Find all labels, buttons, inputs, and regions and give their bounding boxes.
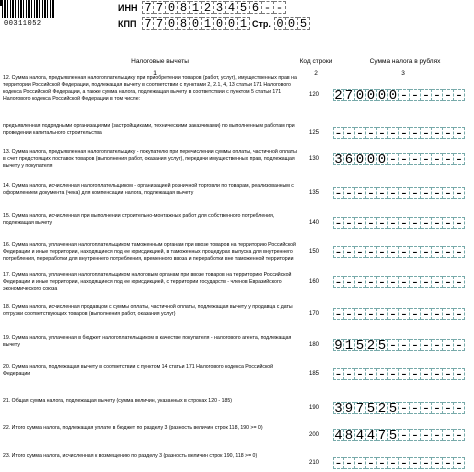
row-description: 22. Итого сумма налога, подлежащая уплате в бюджет по разделу 3 (разность величин строк 118, 190 >= 0) xyxy=(3,425,263,431)
amount-char-cell: - xyxy=(443,338,453,354)
row-code: 190 xyxy=(308,405,319,411)
amount-char-cell: 6 xyxy=(344,152,354,168)
barcode-number: 00311052 xyxy=(4,20,42,28)
amount-char-cell: - xyxy=(334,186,343,202)
amount-char-cell: 7 xyxy=(377,428,387,444)
row-description: 17. Сумма налога, уплаченная налогоплательщиком налоговым органам при ввозе товаров на территорию Российской Федерации и иные территории, находящиеся под ее юрисдикцией, с территории государств - членов Евразийского экономического союза xyxy=(3,272,292,292)
amount-char-cell: - xyxy=(410,245,420,261)
amount-char-cell: - xyxy=(344,245,354,261)
amount-char-cell: 8 xyxy=(344,428,354,444)
amount-char-cell: - xyxy=(454,456,464,472)
row-description: 18. Сумма налога, исчисленная продавцом с суммы оплаты, частичной оплаты, подлежащая вычету у продавца с даты отгрузки соответствующих товаров (выполнения работ, оказания услуг) xyxy=(3,304,293,317)
char-cell: 0 xyxy=(214,17,226,30)
amount-char-cell: - xyxy=(388,126,398,142)
amount-char-cell: - xyxy=(421,307,431,323)
amount-char-cell: - xyxy=(377,126,387,142)
amount-char-cell: - xyxy=(443,275,453,291)
amount-char-cell: - xyxy=(432,126,442,142)
amount-char-cell: - xyxy=(432,245,442,261)
amount-char-cell: 0 xyxy=(377,152,387,168)
row-description: 13. Сумма налога, предъявленная налогоплательщику - покупателю при перечислении суммы оплаты, частичной оплаты в счет предстоящих поставок товаров (выполнения работ, оказания услуг), передачи имущественных прав, подлежащая вычету у покупателя xyxy=(3,149,297,169)
amount-char-cell: - xyxy=(355,186,365,202)
barcode xyxy=(2,0,54,18)
amount-char-cell: - xyxy=(388,456,398,472)
row-code: 200 xyxy=(308,432,319,438)
row-amount-field[interactable] xyxy=(333,216,465,232)
amount-char-cell: - xyxy=(454,126,464,142)
amount-char-cell: - xyxy=(410,338,420,354)
row-amount-field[interactable] xyxy=(333,401,465,417)
char-cell: 3 xyxy=(214,1,226,14)
amount-char-cell: - xyxy=(366,367,376,383)
char-cell: - xyxy=(274,1,286,14)
amount-char-cell: - xyxy=(399,275,409,291)
row-description: 12. Сумма налога, предъявленная налогоплательщику при приобретении товаров (работ, услуг), имущественных прав на территории Российской Федерации, подлежащая вычету в соответствии с пунктами 2, 2.1, 4, 13 статьи 171 Налогового кодекса Российской Федерации, а также сумма налога, подлежащая вычету в соответствии с пунктом 5 статьи 171 Налогового кодекса Российской Федерации в том числе: xyxy=(3,75,297,102)
amount-char-cell: - xyxy=(443,216,453,232)
amount-char-cell: - xyxy=(432,401,442,417)
page-label: Стр. xyxy=(252,19,271,29)
amount-char-cell: 2 xyxy=(334,88,343,104)
amount-char-cell: - xyxy=(454,245,464,261)
char-cell: 7 xyxy=(154,1,166,14)
amount-char-cell: - xyxy=(388,216,398,232)
row-amount-field[interactable] xyxy=(333,126,465,142)
row-code: 135 xyxy=(308,190,319,196)
amount-char-cell: - xyxy=(355,245,365,261)
column-header-name: Налоговые вычеты xyxy=(131,58,189,65)
row-amount-field[interactable] xyxy=(333,275,465,291)
amount-char-cell: - xyxy=(399,126,409,142)
amount-char-cell: 0 xyxy=(388,88,398,104)
amount-char-cell: - xyxy=(377,245,387,261)
row-amount-field[interactable] xyxy=(333,88,465,104)
amount-char-cell: - xyxy=(432,367,442,383)
amount-char-cell: - xyxy=(432,428,442,444)
amount-char-cell: - xyxy=(443,307,453,323)
amount-char-cell: 3 xyxy=(334,401,343,417)
page-number-field[interactable] xyxy=(274,17,310,30)
row-amount-field[interactable] xyxy=(333,338,465,354)
amount-char-cell: - xyxy=(410,428,420,444)
amount-char-cell: - xyxy=(421,275,431,291)
amount-char-cell: - xyxy=(388,367,398,383)
amount-char-cell: - xyxy=(399,186,409,202)
amount-char-cell: - xyxy=(366,275,376,291)
row-amount-field[interactable] xyxy=(333,307,465,323)
amount-char-cell: - xyxy=(432,456,442,472)
column-header-code: Код строки xyxy=(299,58,333,65)
char-cell: 0 xyxy=(190,17,202,30)
row-amount-field[interactable] xyxy=(333,428,465,444)
amount-char-cell: 5 xyxy=(388,428,398,444)
amount-char-cell: - xyxy=(334,307,343,323)
char-cell: 0 xyxy=(226,17,238,30)
row-amount-field[interactable] xyxy=(333,245,465,261)
amount-char-cell: - xyxy=(443,88,453,104)
amount-char-cell: 5 xyxy=(366,401,376,417)
amount-char-cell: 0 xyxy=(366,88,376,104)
amount-char-cell: - xyxy=(388,152,398,168)
row-description: 23. Итого сумма налога, исчисленная к возмещению по разделу 3 (разность величин строк 190, 118 >= 0) xyxy=(3,453,258,459)
char-cell: 7 xyxy=(142,17,154,30)
amount-char-cell: 9 xyxy=(344,401,354,417)
amount-char-cell: - xyxy=(454,367,464,383)
amount-char-cell: - xyxy=(344,186,354,202)
amount-char-cell: - xyxy=(421,186,431,202)
amount-char-cell: - xyxy=(443,401,453,417)
amount-char-cell: - xyxy=(334,456,343,472)
amount-char-cell: - xyxy=(388,307,398,323)
char-cell: 0 xyxy=(166,17,178,30)
amount-char-cell: 5 xyxy=(377,338,387,354)
amount-char-cell: - xyxy=(432,152,442,168)
amount-char-cell: - xyxy=(410,367,420,383)
amount-char-cell: - xyxy=(377,456,387,472)
amount-char-cell: - xyxy=(443,245,453,261)
amount-char-cell: - xyxy=(334,245,343,261)
amount-char-cell: - xyxy=(410,307,420,323)
amount-char-cell: - xyxy=(388,186,398,202)
amount-char-cell: - xyxy=(432,216,442,232)
amount-char-cell: - xyxy=(421,367,431,383)
amount-char-cell: - xyxy=(421,456,431,472)
amount-char-cell: - xyxy=(388,338,398,354)
amount-char-cell: - xyxy=(454,275,464,291)
kpp-label: КПП xyxy=(118,19,137,29)
row-code: 170 xyxy=(308,311,319,317)
row-code: 180 xyxy=(308,342,319,348)
row-code: 150 xyxy=(308,249,319,255)
char-cell: 4 xyxy=(226,1,238,14)
amount-char-cell: - xyxy=(366,245,376,261)
amount-char-cell: - xyxy=(454,338,464,354)
row-description: предъявленная подрядными организациями (застройщиками, техническими заказчиками) по выполненным работам при проведении капитального строительства xyxy=(3,123,295,136)
amount-char-cell: - xyxy=(454,428,464,444)
amount-char-cell: - xyxy=(366,216,376,232)
row-code: 130 xyxy=(308,156,319,162)
amount-char-cell: - xyxy=(355,126,365,142)
amount-char-cell: - xyxy=(388,275,398,291)
amount-char-cell: 1 xyxy=(344,338,354,354)
amount-char-cell: - xyxy=(334,275,343,291)
char-cell: 5 xyxy=(238,1,250,14)
amount-char-cell: - xyxy=(432,186,442,202)
amount-char-cell: 5 xyxy=(355,338,365,354)
amount-char-cell: - xyxy=(377,367,387,383)
char-cell: 8 xyxy=(178,17,190,30)
row-description: 14. Сумма налога, исчисленная налогоплательщиком - организацией розничной торговли по товарам, реализованным с оформлением документа (чека) для компенсации налога, подлежащая вычету xyxy=(3,183,294,196)
row-amount-field[interactable] xyxy=(333,367,465,383)
amount-char-cell: 0 xyxy=(377,88,387,104)
amount-char-cell: 7 xyxy=(344,88,354,104)
column-number-amount: 3 xyxy=(401,70,405,77)
amount-char-cell: - xyxy=(454,216,464,232)
kpp-field[interactable] xyxy=(142,17,250,30)
char-cell: 8 xyxy=(178,1,190,14)
inn-label: ИНН xyxy=(118,3,138,13)
amount-char-cell: - xyxy=(410,275,420,291)
amount-char-cell: - xyxy=(366,126,376,142)
char-cell: 0 xyxy=(166,1,178,14)
amount-char-cell: - xyxy=(366,456,376,472)
char-cell: 7 xyxy=(142,1,154,14)
amount-char-cell: - xyxy=(410,456,420,472)
inn-field[interactable] xyxy=(142,1,286,14)
amount-char-cell: - xyxy=(355,367,365,383)
row-code: 125 xyxy=(308,130,319,136)
amount-char-cell: - xyxy=(399,367,409,383)
amount-char-cell: - xyxy=(334,126,343,142)
amount-char-cell: - xyxy=(443,186,453,202)
amount-char-cell: - xyxy=(454,152,464,168)
char-cell: 5 xyxy=(298,17,310,30)
amount-char-cell: - xyxy=(399,456,409,472)
amount-char-cell: - xyxy=(399,401,409,417)
row-amount-field[interactable] xyxy=(333,456,465,472)
amount-char-cell: - xyxy=(399,245,409,261)
row-code: 210 xyxy=(308,460,319,466)
amount-char-cell: - xyxy=(355,456,365,472)
amount-char-cell: - xyxy=(366,186,376,202)
char-cell: 1 xyxy=(238,17,250,30)
amount-char-cell: - xyxy=(410,186,420,202)
amount-char-cell: - xyxy=(421,428,431,444)
char-cell: 6 xyxy=(250,1,262,14)
amount-char-cell: - xyxy=(334,367,343,383)
column-header-amount: Сумма налога в рублях xyxy=(369,58,441,65)
column-number-code: 2 xyxy=(314,70,318,77)
amount-char-cell: - xyxy=(355,275,365,291)
amount-char-cell: - xyxy=(410,216,420,232)
amount-char-cell: 0 xyxy=(366,152,376,168)
amount-char-cell: - xyxy=(443,367,453,383)
char-cell: 7 xyxy=(154,17,166,30)
amount-char-cell: - xyxy=(421,152,431,168)
amount-char-cell: - xyxy=(421,245,431,261)
char-cell: 2 xyxy=(202,1,214,14)
amount-char-cell: - xyxy=(399,307,409,323)
amount-char-cell: - xyxy=(377,186,387,202)
amount-char-cell: - xyxy=(377,307,387,323)
amount-char-cell: 2 xyxy=(377,401,387,417)
amount-char-cell: - xyxy=(421,338,431,354)
amount-char-cell: - xyxy=(410,88,420,104)
amount-char-cell: - xyxy=(454,88,464,104)
amount-char-cell: - xyxy=(454,307,464,323)
amount-char-cell: 4 xyxy=(366,428,376,444)
amount-char-cell: 2 xyxy=(366,338,376,354)
column-number-name: 1 xyxy=(153,70,157,77)
row-amount-field[interactable] xyxy=(333,152,465,168)
row-code: 160 xyxy=(308,279,319,285)
amount-char-cell: - xyxy=(355,307,365,323)
amount-char-cell: - xyxy=(421,126,431,142)
amount-char-cell: 9 xyxy=(334,338,343,354)
amount-char-cell: - xyxy=(399,88,409,104)
char-cell: 1 xyxy=(190,1,202,14)
amount-char-cell: - xyxy=(377,216,387,232)
amount-char-cell: - xyxy=(432,307,442,323)
amount-char-cell: - xyxy=(366,307,376,323)
amount-char-cell: - xyxy=(399,428,409,444)
amount-char-cell: - xyxy=(454,401,464,417)
row-code: 185 xyxy=(308,371,319,377)
amount-char-cell: - xyxy=(410,401,420,417)
amount-char-cell: - xyxy=(443,152,453,168)
row-code: 120 xyxy=(308,92,319,98)
amount-char-cell: - xyxy=(432,88,442,104)
row-amount-field[interactable] xyxy=(333,186,465,202)
amount-char-cell: - xyxy=(388,245,398,261)
amount-char-cell: 5 xyxy=(388,401,398,417)
amount-char-cell: - xyxy=(454,186,464,202)
amount-char-cell: 3 xyxy=(334,152,343,168)
amount-char-cell: - xyxy=(377,275,387,291)
amount-char-cell: - xyxy=(344,216,354,232)
char-cell: - xyxy=(262,1,274,14)
amount-char-cell: - xyxy=(432,338,442,354)
amount-char-cell: - xyxy=(410,152,420,168)
amount-char-cell: - xyxy=(432,275,442,291)
amount-char-cell: - xyxy=(399,216,409,232)
amount-char-cell: - xyxy=(344,307,354,323)
row-description: 20. Сумма налога, подлежащая вычету в соответствии с пунктом 14 статьи 171 Налогового кодекса Российской Федерации xyxy=(3,364,274,377)
amount-char-cell: - xyxy=(421,401,431,417)
amount-char-cell: 4 xyxy=(334,428,343,444)
amount-char-cell: 7 xyxy=(355,401,365,417)
amount-char-cell: - xyxy=(355,216,365,232)
amount-char-cell: - xyxy=(421,88,431,104)
amount-char-cell: 4 xyxy=(355,428,365,444)
amount-char-cell: - xyxy=(443,456,453,472)
row-description: 19. Сумма налога, уплаченная в бюджет налогоплательщиком в качестве покупателя - налогового агента, подлежащая вычету xyxy=(3,335,292,348)
amount-char-cell: 0 xyxy=(355,88,365,104)
amount-char-cell: - xyxy=(344,275,354,291)
row-description: 21. Общая сумма налога, подлежащая вычету (сумма величин, указанных в строках 120 - 185) xyxy=(3,398,232,404)
amount-char-cell: - xyxy=(344,456,354,472)
amount-char-cell: 0 xyxy=(355,152,365,168)
row-code: 140 xyxy=(308,220,319,226)
amount-char-cell: - xyxy=(443,126,453,142)
row-description: 16. Сумма налога, уплаченная налогоплательщиком таможенным органам при ввозе товаров на территорию Российской Федерации и иные территории, находящиеся под ее юрисдикцией, в таможенных процедурах выпуска для внутреннего потребления, переработки для внутреннего потребления, временного ввоза и переработки вне таможенной территории xyxy=(3,242,296,262)
amount-char-cell: - xyxy=(334,216,343,232)
amount-char-cell: - xyxy=(399,338,409,354)
char-cell: 0 xyxy=(274,17,286,30)
char-cell: 1 xyxy=(202,17,214,30)
row-description: 15. Сумма налога, исчисленная при выполнении строительно-монтажных работ для собственного потребления, подлежащая вычету xyxy=(3,213,275,226)
amount-char-cell: - xyxy=(421,216,431,232)
amount-char-cell: - xyxy=(344,367,354,383)
amount-char-cell: - xyxy=(443,428,453,444)
amount-char-cell: - xyxy=(410,126,420,142)
amount-char-cell: - xyxy=(399,152,409,168)
char-cell: 0 xyxy=(286,17,298,30)
amount-char-cell: - xyxy=(344,126,354,142)
